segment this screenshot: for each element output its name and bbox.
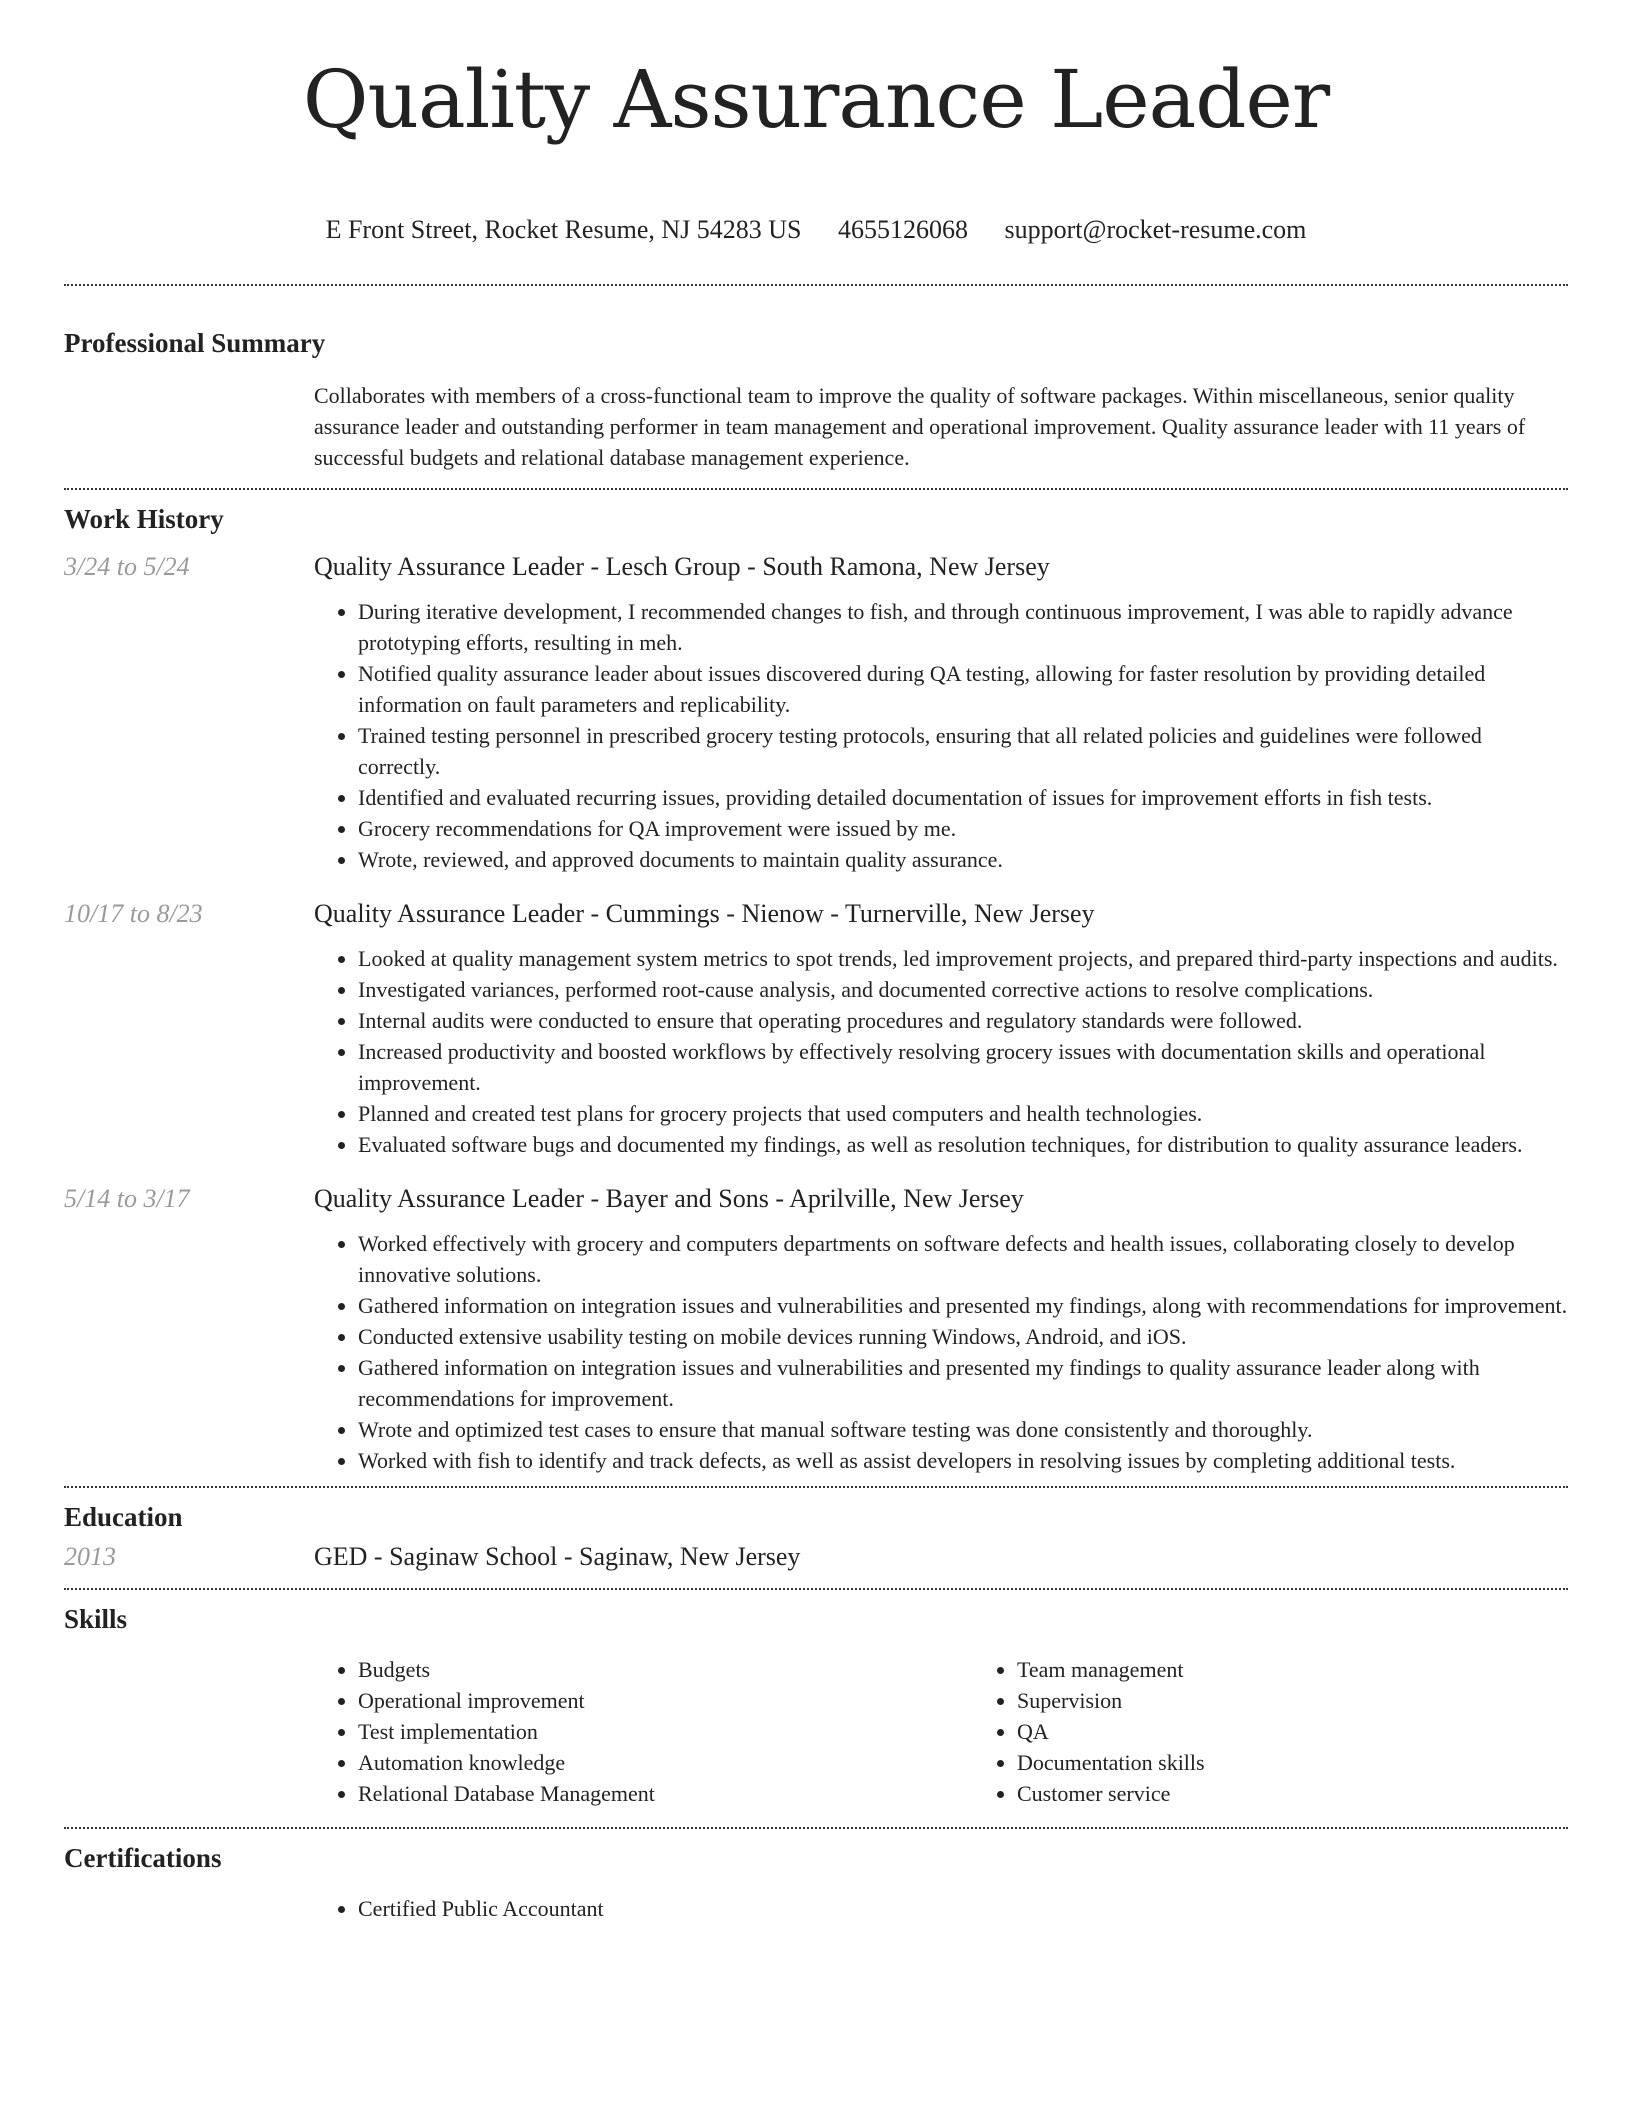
- job-bullet: • Conducted extensive usability testing on mobile devices running Windows, Android, and iOS.: [358, 1321, 1568, 1352]
- job-bullet: • Grocery recommendations for QA improvement were issued by me.: [358, 813, 1568, 844]
- skill-item: • Documentation skills: [1017, 1747, 1632, 1778]
- job-bullet: • Gathered information on integration issues and vulnerabilities and presented my findings, along with recommendations for improvement.: [358, 1290, 1568, 1321]
- contact-email: support@rocket-resume.com: [1004, 215, 1307, 244]
- job-bullet: • Trained testing personnel in prescribed grocery testing protocols, ensuring that all related policies and guidelines were followed correctly.: [358, 720, 1568, 782]
- certifications-title: Certifications: [64, 1843, 222, 1873]
- education-entry: [64, 1540, 1568, 1574]
- job-bullet: • During iterative development, I recommended changes to fish, and through continuous improvement, I was able to rapidly advance prototyping efforts, resulting in meh.: [358, 596, 1568, 658]
- resume-name: Quality Assurance Leader: [302, 53, 1330, 146]
- section-divider: [64, 488, 1568, 490]
- summary-title: Professional Summary: [64, 328, 326, 358]
- job-bullets: [314, 596, 1568, 875]
- job-bullet: • Worked effectively with grocery and computers departments on software defects and health issues, collaborating closely to develop innovative solutions.: [358, 1228, 1568, 1290]
- job-bullet: • Notified quality assurance leader about issues discovered during QA testing, allowing for faster resolution by providing detailed information on fault parameters and replicability.: [358, 658, 1568, 720]
- job-bullet: • Gathered information on integration issues and vulnerabilities and presented my findings to quality assurance leader along with recommendations for improvement.: [358, 1352, 1568, 1414]
- skill-item: • Relational Database Management: [358, 1778, 973, 1809]
- skill-item: • Team management: [1017, 1654, 1632, 1685]
- job-entry: [64, 550, 1568, 875]
- job-bullets: [314, 943, 1568, 1160]
- section-divider: [64, 1827, 1568, 1829]
- job-bullet: • Looked at quality management system metrics to spot trends, led improvement projects, and prepared third-party inspections and audits.: [358, 943, 1568, 974]
- job-bullets: [314, 1228, 1568, 1476]
- job-dates: 10/17 to 8/23: [64, 899, 203, 928]
- section-divider: [64, 1486, 1568, 1488]
- section-divider: [64, 284, 1568, 286]
- skill-item: • Budgets: [358, 1654, 973, 1685]
- job-heading: Quality Assurance Leader - Cummings - Nienow - Turnerville, New Jersey: [314, 899, 1095, 928]
- education-title: Education: [64, 1502, 183, 1532]
- job-entry: [64, 1182, 1568, 1476]
- skills-title: Skills: [64, 1604, 128, 1634]
- education-heading: GED - Saginaw School - Saginaw, New Jersey: [314, 1542, 801, 1571]
- certifications-list: [314, 1893, 1568, 1924]
- section-divider: [64, 1588, 1568, 1590]
- contact-line: [64, 214, 1568, 246]
- job-bullet: • Evaluated software bugs and documented my findings, as well as resolution techniques, for distribution to quality assurance leaders.: [358, 1129, 1568, 1160]
- contact-phone: 4655126068: [838, 215, 968, 244]
- job-bullet: • Planned and created test plans for grocery projects that used computers and health technologies.: [358, 1098, 1568, 1129]
- summary-section: [64, 326, 1568, 473]
- skill-item: • Test implementation: [358, 1716, 973, 1747]
- job-bullet: • Internal audits were conducted to ensure that operating procedures and regulatory standards were followed.: [358, 1005, 1568, 1036]
- education-section: [64, 1500, 1568, 1574]
- summary-text: Collaborates with members of a cross-functional team to improve the quality of software packages. Within miscellaneous, senior quality assurance leader and outstanding performer in team management and operational improvement. Quality assurance leader with 11 years of successful budgets and relational database management experience.: [314, 383, 1526, 470]
- skills-section: [64, 1602, 1568, 1809]
- job-heading: Quality Assurance Leader - Bayer and Sons - Aprilville, New Jersey: [314, 1184, 1024, 1213]
- skill-item: • Operational improvement: [358, 1685, 973, 1716]
- skills-list-right: [973, 1654, 1632, 1809]
- job-bullet: • Worked with fish to identify and track defects, as well as assist developers in resolving issues by completing additional tests.: [358, 1445, 1568, 1476]
- work-history-title: Work History: [64, 504, 224, 534]
- job-entry: [64, 897, 1568, 1160]
- skill-item: • Automation knowledge: [358, 1747, 973, 1778]
- certification-item: • Certified Public Accountant: [358, 1893, 1568, 1924]
- certifications-section: [64, 1841, 1568, 1924]
- job-heading: Quality Assurance Leader - Lesch Group - South Ramona, New Jersey: [314, 552, 1050, 581]
- job-bullet: • Increased productivity and boosted workflows by effectively resolving grocery issues with documentation skills and operational improvement.: [358, 1036, 1568, 1098]
- skill-item: • Supervision: [1017, 1685, 1632, 1716]
- resume-page: [64, 0, 1568, 1924]
- job-bullet: • Identified and evaluated recurring issues, providing detailed documentation of issues for improvement efforts in fish tests.: [358, 782, 1568, 813]
- job-bullet: • Investigated variances, performed root-cause analysis, and documented corrective actions to resolve complications.: [358, 974, 1568, 1005]
- skill-item: • QA: [1017, 1716, 1632, 1747]
- job-dates: 3/24 to 5/24: [64, 552, 190, 581]
- job-dates: 5/14 to 3/17: [64, 1184, 190, 1213]
- jobs-list: [64, 550, 1568, 1476]
- job-bullet: • Wrote and optimized test cases to ensure that manual software testing was done consistently and thoroughly.: [358, 1414, 1568, 1445]
- skills-list-left: [314, 1654, 973, 1809]
- contact-address: E Front Street, Rocket Resume, NJ 54283 US: [325, 215, 802, 244]
- skill-item: • Customer service: [1017, 1778, 1632, 1809]
- work-history-section: [64, 502, 1568, 1476]
- education-date: 2013: [64, 1542, 116, 1571]
- job-bullet: • Wrote, reviewed, and approved documents to maintain quality assurance.: [358, 844, 1568, 875]
